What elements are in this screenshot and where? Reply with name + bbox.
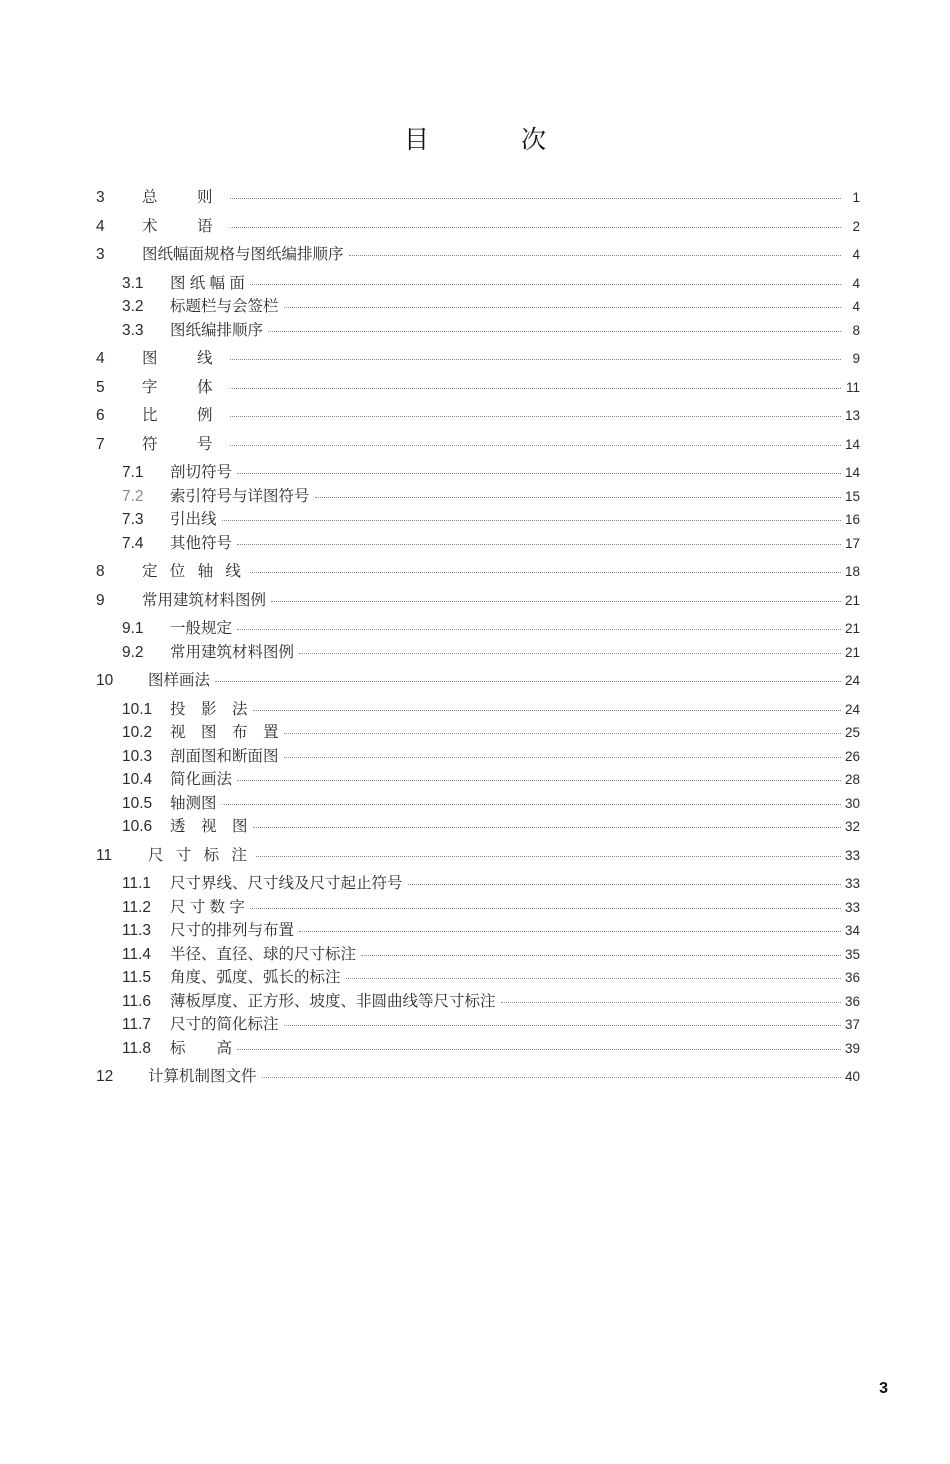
toc-entry-page: 9 <box>852 351 860 366</box>
toc-entry-page: 24 <box>844 673 860 688</box>
toc-entry[interactable] <box>96 380 860 396</box>
toc-entry-label: 标 高 <box>170 1039 233 1057</box>
toc-entry-number: 11.7 <box>122 1016 152 1033</box>
toc-entry-page: 21 <box>844 621 860 636</box>
toc-leader-dots <box>271 601 841 602</box>
toc-entry[interactable] <box>96 190 860 206</box>
toc-entry-page: 4 <box>852 275 860 291</box>
toc-entry[interactable] <box>96 994 860 1010</box>
toc-leader-dots <box>230 416 841 417</box>
toc-entry-label: 常用建筑材料图例 <box>170 643 295 661</box>
toc-entry[interactable] <box>96 489 860 505</box>
toc-entry-number: 7.4 <box>122 534 144 552</box>
toc-entry[interactable] <box>96 1069 860 1085</box>
toc-leader-dots <box>284 733 841 734</box>
toc-entry-number: 8 <box>96 563 105 580</box>
toc-entry-number: 3.3 <box>122 321 144 339</box>
toc-entry-number: 11.4 <box>122 945 152 963</box>
document-page <box>0 120 950 1464</box>
toc-entry-page: 14 <box>844 465 860 480</box>
toc-entry-label: 计算机制图文件 <box>148 1068 257 1085</box>
toc-leader-dots <box>230 359 841 360</box>
toc-entry[interactable] <box>96 1017 860 1033</box>
toc-entry[interactable] <box>96 749 860 765</box>
toc-leader-dots <box>237 780 841 781</box>
toc-entry[interactable] <box>96 848 860 864</box>
toc-entry-number: 10 <box>96 672 114 689</box>
toc-entry[interactable] <box>96 673 860 689</box>
toc-entry-page: 1 <box>852 190 860 205</box>
toc-entry-label: 总 则 <box>142 189 225 206</box>
toc-entry-page: 28 <box>844 772 860 787</box>
toc-leader-dots <box>349 255 841 256</box>
toc-entry[interactable] <box>96 900 860 916</box>
toc-entry-label: 引出线 <box>170 511 217 528</box>
toc-entry-number: 7 <box>96 435 105 453</box>
toc-entry-number: 11.1 <box>122 875 152 892</box>
toc-entry[interactable] <box>96 876 860 892</box>
toc-leader-dots <box>250 908 841 909</box>
toc-entry-page: 26 <box>844 748 860 764</box>
toc-entry-number: 5 <box>96 378 105 396</box>
toc-leader-dots <box>256 856 841 857</box>
toc-entry-label: 投 影 法 <box>170 700 248 718</box>
toc-entry-label: 图 纸 幅 面 <box>170 274 245 292</box>
toc-entry-page: 36 <box>844 970 860 985</box>
toc-entry[interactable] <box>96 947 860 963</box>
toc-entry-page: 4 <box>852 299 860 314</box>
toc-entry-page: 39 <box>844 1040 860 1056</box>
toc-entry-page: 13 <box>844 408 860 423</box>
page-title: 目 次 <box>403 127 560 154</box>
toc-entry-label: 索引符号与详图符号 <box>170 487 310 505</box>
toc-entry-number: 6 <box>96 407 105 424</box>
toc-entry[interactable] <box>96 593 860 609</box>
toc-entry[interactable] <box>96 512 860 528</box>
toc-leader-dots <box>346 978 841 979</box>
toc-leader-dots <box>237 1049 841 1050</box>
toc-entry-label: 尺 寸 标 注 <box>148 846 251 864</box>
toc-entry-number: 9.2 <box>122 643 144 661</box>
toc-entry-page: 14 <box>844 436 860 452</box>
toc-entry-label: 半径、直径、球的尺寸标注 <box>170 945 357 963</box>
page-number: 3 <box>879 1380 888 1397</box>
toc-leader-dots <box>222 520 841 521</box>
toc-leader-dots <box>408 884 841 885</box>
toc-entry-number: 7.3 <box>122 511 144 528</box>
toc-entry-number: 9.1 <box>122 620 144 637</box>
toc-entry-number: 3 <box>96 189 105 206</box>
toc-entry-number: 11.3 <box>122 922 152 939</box>
toc-entry-page: 34 <box>844 923 860 938</box>
toc-entry-label: 比 例 <box>142 407 225 424</box>
toc-entry-label: 图纸幅面规格与图纸编排顺序 <box>142 246 344 263</box>
table-of-contents <box>96 190 860 1085</box>
toc-entry-label: 术 语 <box>142 217 225 235</box>
toc-entry-page: 11 <box>845 379 860 395</box>
toc-entry-label: 常用建筑材料图例 <box>142 591 267 609</box>
toc-entry-number: 10.3 <box>122 747 153 765</box>
toc-leader-dots <box>299 653 841 654</box>
toc-entry-label: 图 线 <box>142 350 225 367</box>
toc-entry[interactable] <box>96 645 860 661</box>
toc-leader-dots <box>237 544 841 545</box>
toc-entry-page: 36 <box>844 993 860 1009</box>
toc-entry-label: 尺寸的简化标注 <box>170 1016 279 1033</box>
toc-leader-dots <box>250 284 841 285</box>
toc-leader-dots <box>299 931 841 932</box>
toc-entry[interactable] <box>96 247 860 263</box>
toc-entry-page: 21 <box>844 644 860 660</box>
toc-entry-number: 11.8 <box>122 1039 152 1057</box>
toc-leader-dots <box>250 572 841 573</box>
toc-entry-number: 9 <box>96 591 105 609</box>
toc-leader-dots <box>215 681 841 682</box>
toc-entry[interactable] <box>96 1041 860 1057</box>
toc-leader-dots <box>230 227 841 228</box>
toc-entry-label: 尺寸界线、尺寸线及尺寸起止符号 <box>170 875 403 892</box>
toc-entry-page: 35 <box>844 946 860 962</box>
toc-entry-number: 7.2 <box>122 487 144 505</box>
toc-entry-number: 11 <box>96 846 113 864</box>
toc-entry-label: 定 位 轴 线 <box>142 563 245 580</box>
toc-leader-dots <box>222 804 841 805</box>
toc-entry[interactable] <box>96 725 860 741</box>
toc-entry[interactable] <box>96 276 860 292</box>
toc-entry[interactable] <box>96 465 860 481</box>
toc-entry-label: 其他符号 <box>170 534 233 552</box>
toc-entry-page: 16 <box>844 512 860 527</box>
toc-entry-number: 10.6 <box>122 818 153 835</box>
toc-entry-number: 12 <box>96 1068 114 1085</box>
toc-entry[interactable] <box>96 621 860 637</box>
toc-entry-label: 视 图 布 置 <box>170 724 279 741</box>
toc-entry[interactable] <box>96 796 860 812</box>
toc-leader-dots <box>262 1077 841 1078</box>
toc-entry-page: 33 <box>844 876 860 891</box>
toc-entry[interactable] <box>96 408 860 424</box>
toc-entry-page: 37 <box>844 1017 860 1032</box>
toc-entry[interactable] <box>96 351 860 367</box>
toc-entry-label: 尺 寸 数 字 <box>170 898 245 916</box>
toc-leader-dots <box>315 497 841 498</box>
toc-entry[interactable] <box>96 323 860 339</box>
toc-entry-label: 透 视 图 <box>170 818 248 835</box>
toc-entry-label: 一般规定 <box>170 620 233 637</box>
toc-entry-label: 剖切符号 <box>170 464 233 481</box>
toc-leader-dots <box>284 307 841 308</box>
toc-entry[interactable] <box>96 299 860 315</box>
toc-entry-number: 4 <box>96 350 105 367</box>
toc-entry-number: 11.6 <box>122 992 152 1010</box>
toc-entry-label: 符 号 <box>142 435 225 453</box>
toc-entry-number: 10.1 <box>122 700 153 718</box>
toc-entry[interactable] <box>96 970 860 986</box>
toc-entry-page: 17 <box>844 535 860 551</box>
toc-entry[interactable] <box>96 564 860 580</box>
toc-entry-label: 角度、弧度、弧长的标注 <box>170 969 341 986</box>
toc-leader-dots <box>253 827 841 828</box>
toc-entry-label: 薄板厚度、正方形、坡度、非圆曲线等尺寸标注 <box>170 992 496 1010</box>
toc-entry-number: 3 <box>96 246 105 263</box>
toc-entry-number: 10.5 <box>122 794 153 812</box>
toc-entry-page: 40 <box>844 1069 860 1084</box>
toc-leader-dots <box>284 757 841 758</box>
toc-entry-page: 21 <box>844 592 860 608</box>
toc-leader-dots <box>284 1025 841 1026</box>
toc-entry-number: 4 <box>96 217 105 235</box>
toc-leader-dots <box>361 955 841 956</box>
toc-leader-dots <box>237 629 841 630</box>
toc-entry-label: 标题栏与会签栏 <box>170 298 279 315</box>
toc-entry[interactable] <box>96 923 860 939</box>
toc-leader-dots <box>230 445 841 446</box>
toc-entry-number: 3.2 <box>122 298 144 315</box>
toc-entry-number: 10.2 <box>122 724 153 741</box>
toc-entry-page: 25 <box>844 725 860 740</box>
toc-leader-dots <box>230 198 841 199</box>
toc-entry-label: 剖面图和断面图 <box>170 747 279 765</box>
toc-entry[interactable] <box>96 219 860 235</box>
toc-entry-label: 图样画法 <box>148 672 211 689</box>
toc-entry-page: 18 <box>844 564 860 579</box>
toc-entry-number: 11.5 <box>122 969 152 986</box>
toc-entry-page: 8 <box>852 322 860 338</box>
toc-entry-page: 33 <box>844 847 860 863</box>
toc-entry-number: 3.1 <box>122 274 144 292</box>
toc-entry-label: 简化画法 <box>170 771 233 788</box>
toc-entry[interactable] <box>96 772 860 788</box>
toc-leader-dots <box>253 710 841 711</box>
toc-entry-page: 4 <box>852 247 860 262</box>
toc-entry-label: 字 体 <box>142 378 225 396</box>
toc-entry-page: 30 <box>844 795 860 811</box>
toc-entry-page: 2 <box>852 218 860 234</box>
toc-entry-number: 7.1 <box>122 464 144 481</box>
toc-leader-dots <box>230 388 841 389</box>
toc-leader-dots <box>237 473 841 474</box>
toc-entry[interactable] <box>96 536 860 552</box>
toc-entry[interactable] <box>96 819 860 835</box>
toc-leader-dots <box>501 1002 841 1003</box>
toc-entry-page: 24 <box>844 701 860 717</box>
toc-entry-number: 10.4 <box>122 771 153 788</box>
toc-entry-label: 图纸编排顺序 <box>170 321 264 339</box>
toc-entry-page: 32 <box>844 819 860 834</box>
toc-entry-page: 15 <box>844 488 860 504</box>
toc-entry[interactable] <box>96 437 860 453</box>
toc-entry[interactable] <box>96 702 860 718</box>
toc-entry-number: 11.2 <box>122 898 152 916</box>
toc-entry-page: 33 <box>844 899 860 915</box>
toc-entry-label: 尺寸的排列与布置 <box>170 922 295 939</box>
toc-leader-dots <box>268 331 841 332</box>
toc-entry-label: 轴测图 <box>170 794 217 812</box>
